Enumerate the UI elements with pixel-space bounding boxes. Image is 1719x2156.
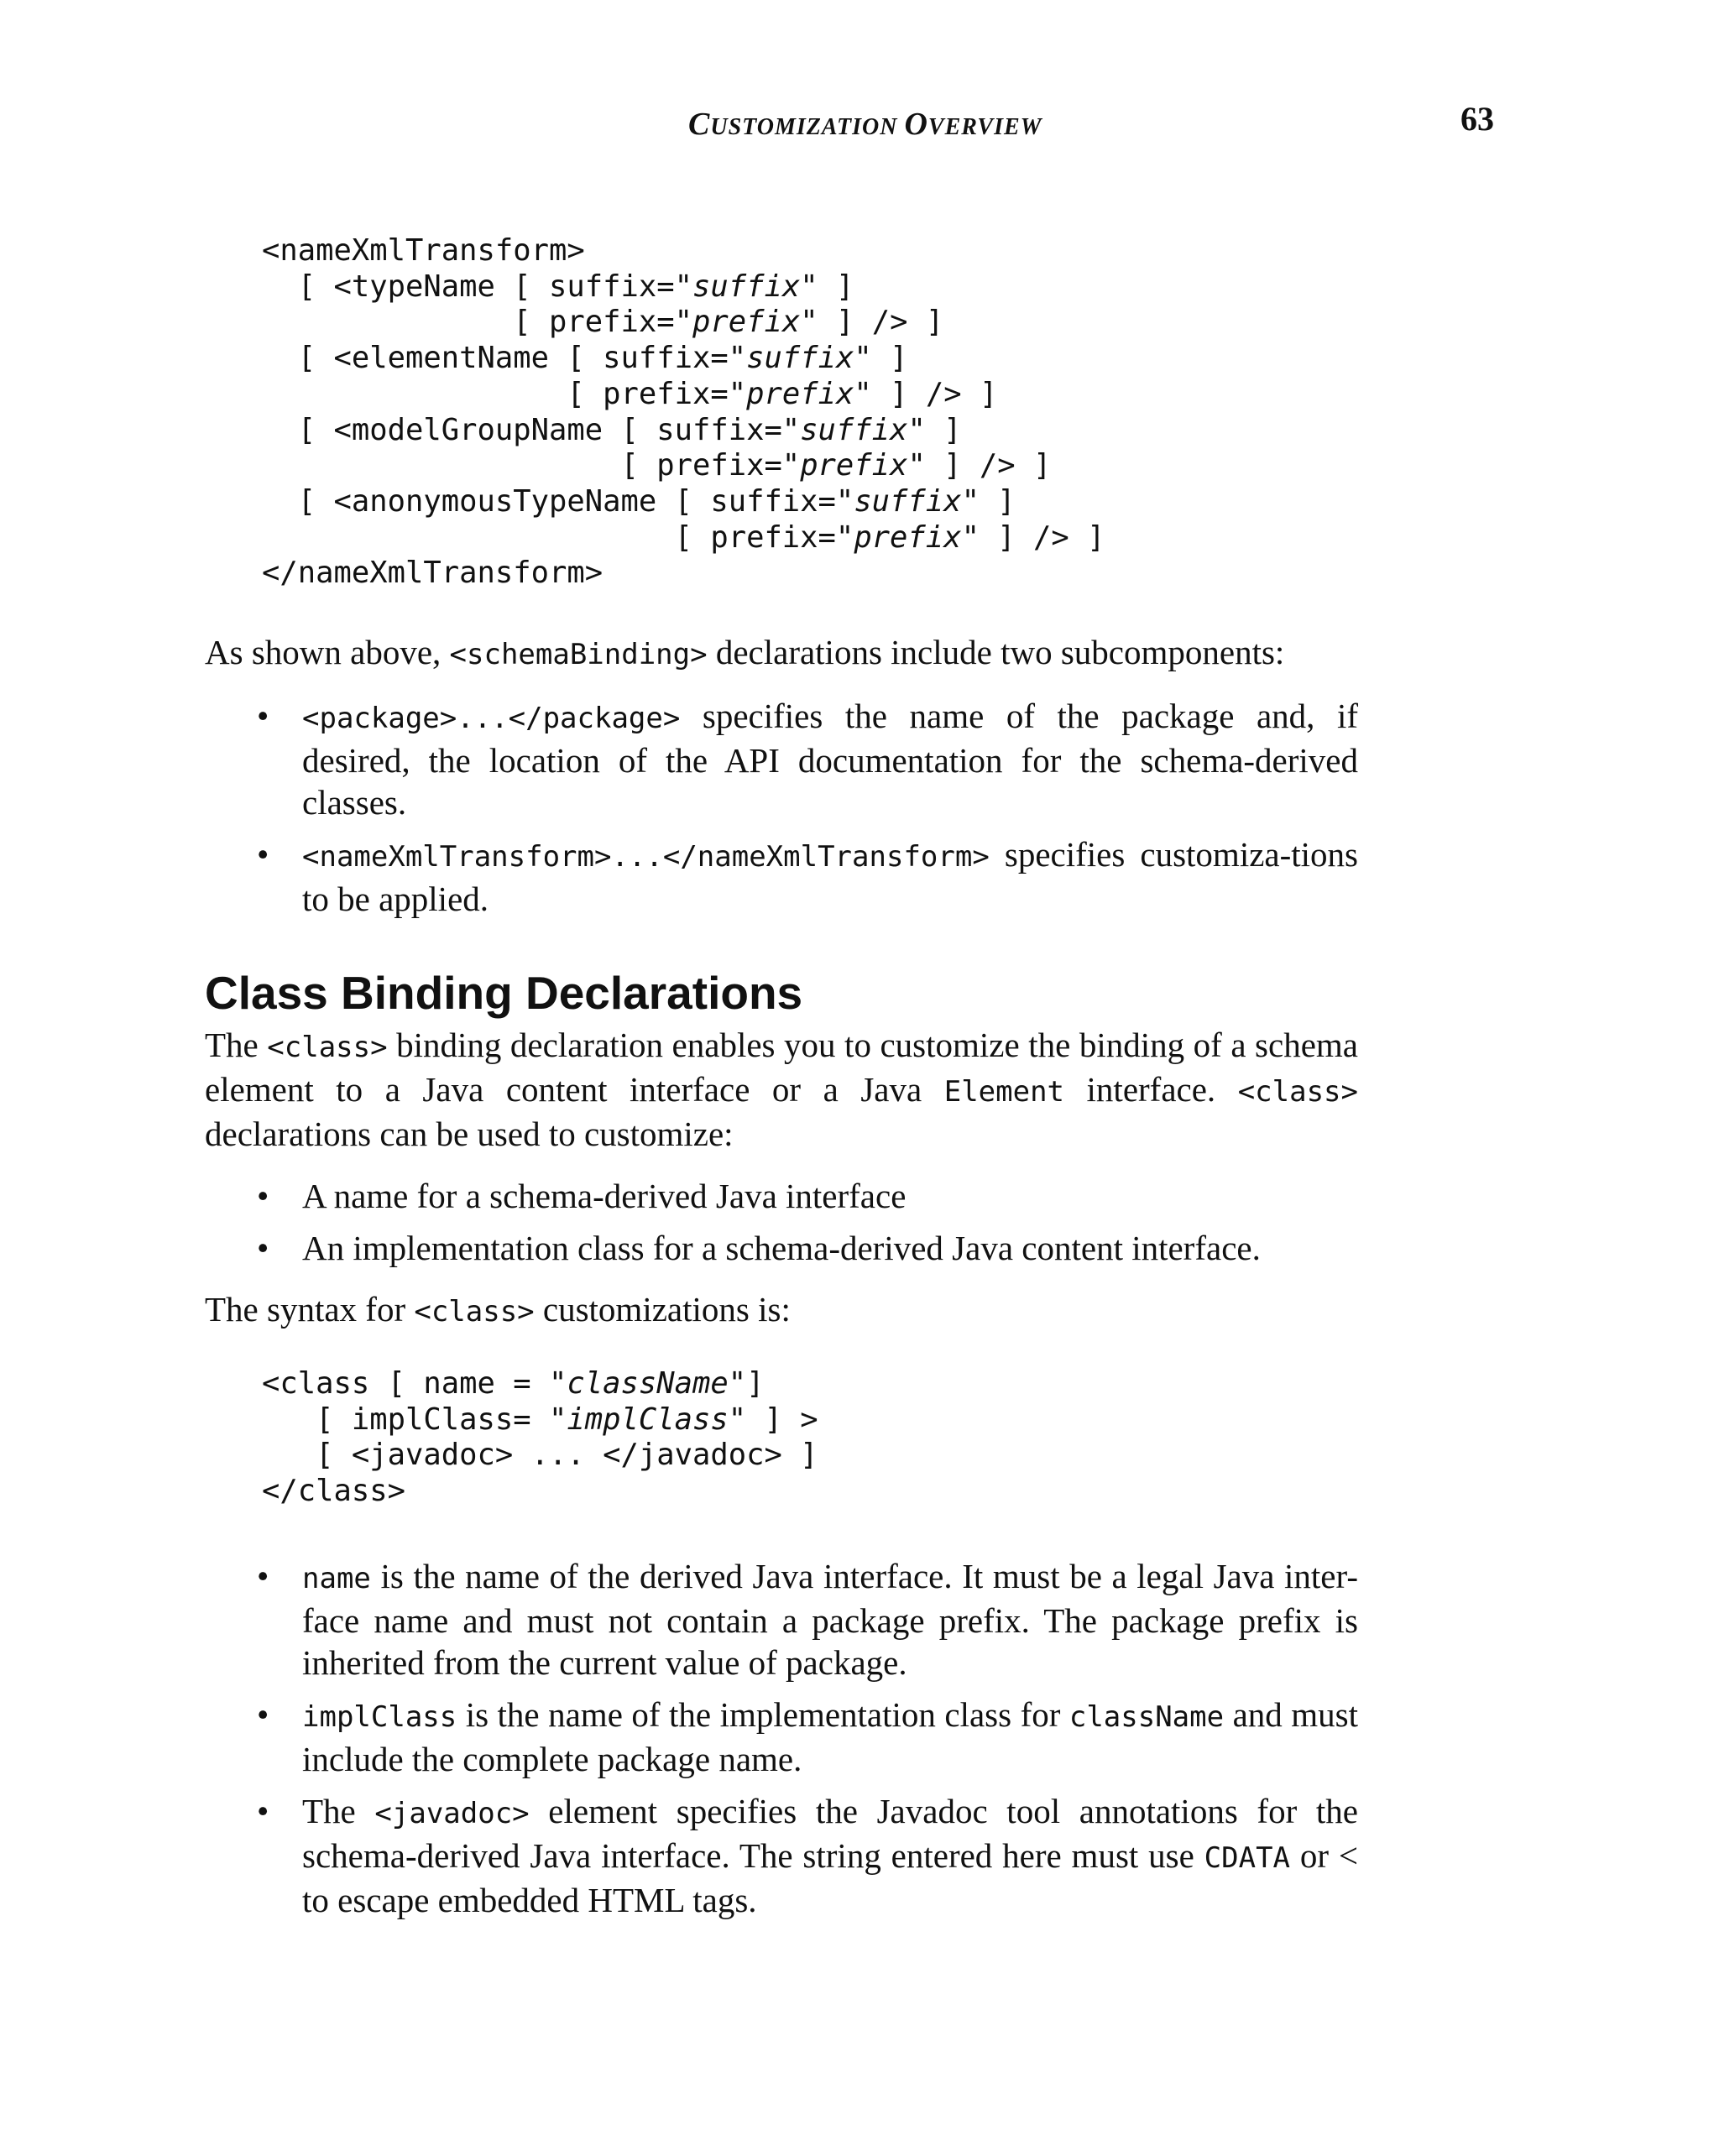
- class-customization-list: [257, 1175, 1358, 1279]
- list-item: • A name for a schema-derived Java interface: [257, 1177, 907, 1215]
- class-binding-paragraph: The <class> binding declaration enables you to customize the binding of a schema element to a Java content interface or a Java Element interface. <class> declarations can be used to customize:: [205, 1026, 1358, 1153]
- list-item: • An implementation class for a schema-derived Java content interface.: [257, 1229, 1261, 1267]
- intro-paragraph: As shown above, <schemaBinding> declarations include two subcomponents:: [205, 633, 1285, 671]
- syntax-paragraph: The syntax for <class> customizations is:: [205, 1290, 791, 1329]
- class-attributes-list: [257, 1555, 1358, 1931]
- running-header: [0, 99, 1719, 141]
- list-item: • implClass is the name of the implementation class for className and must include the complete package name.: [257, 1695, 1358, 1778]
- schema-binding-subcomponents-list: [257, 695, 1358, 930]
- section-heading: Class Binding Declarations: [205, 967, 803, 1019]
- page-number: 63: [1460, 100, 1494, 138]
- list-item: • name is the name of the derived Java interface. It must be a legal Java inter-face name and must not contain a package prefix. The package prefix is inherited from the current value of package.: [257, 1557, 1358, 1682]
- list-item: • The <javadoc> element specifies the Javadoc tool annotations for the schema-derived Java interface. The string entered here must use CDATA or < to escape embedded HTML tags.: [257, 1792, 1358, 1919]
- running-title: CUSTOMIZATION OVERVIEW: [688, 107, 1042, 142]
- list-item: • <package>...</package> specifies the name of the package and, if desired, the location of the API documentation for the schema-derived classes.: [257, 697, 1358, 822]
- code-block-class-syntax: <class [ name = "className"] [ implClass= "implClass" ] > [ <javadoc> ... </javadoc> ] </class>: [262, 1366, 818, 1509]
- code-block-name-xml-transform: <nameXmlTransform> [ <typeName [ suffix="suffix" ] [ prefix="prefix" ] /> ] [ <elementName [ suffix="suffix" ] [ prefix="prefix" ] /> ] [ <modelGroupName [ suffix="suffix" ] [ prefix="prefix" ] /> ] [ <anonymousTypeName [ suffix="suffix" ] [ prefix="prefix" ] /> ] </nameXmlTransform>: [262, 233, 1105, 591]
- list-item: • <nameXmlTransform>...</nameXmlTransform> specifies customiza-tions to be applied.: [257, 835, 1358, 918]
